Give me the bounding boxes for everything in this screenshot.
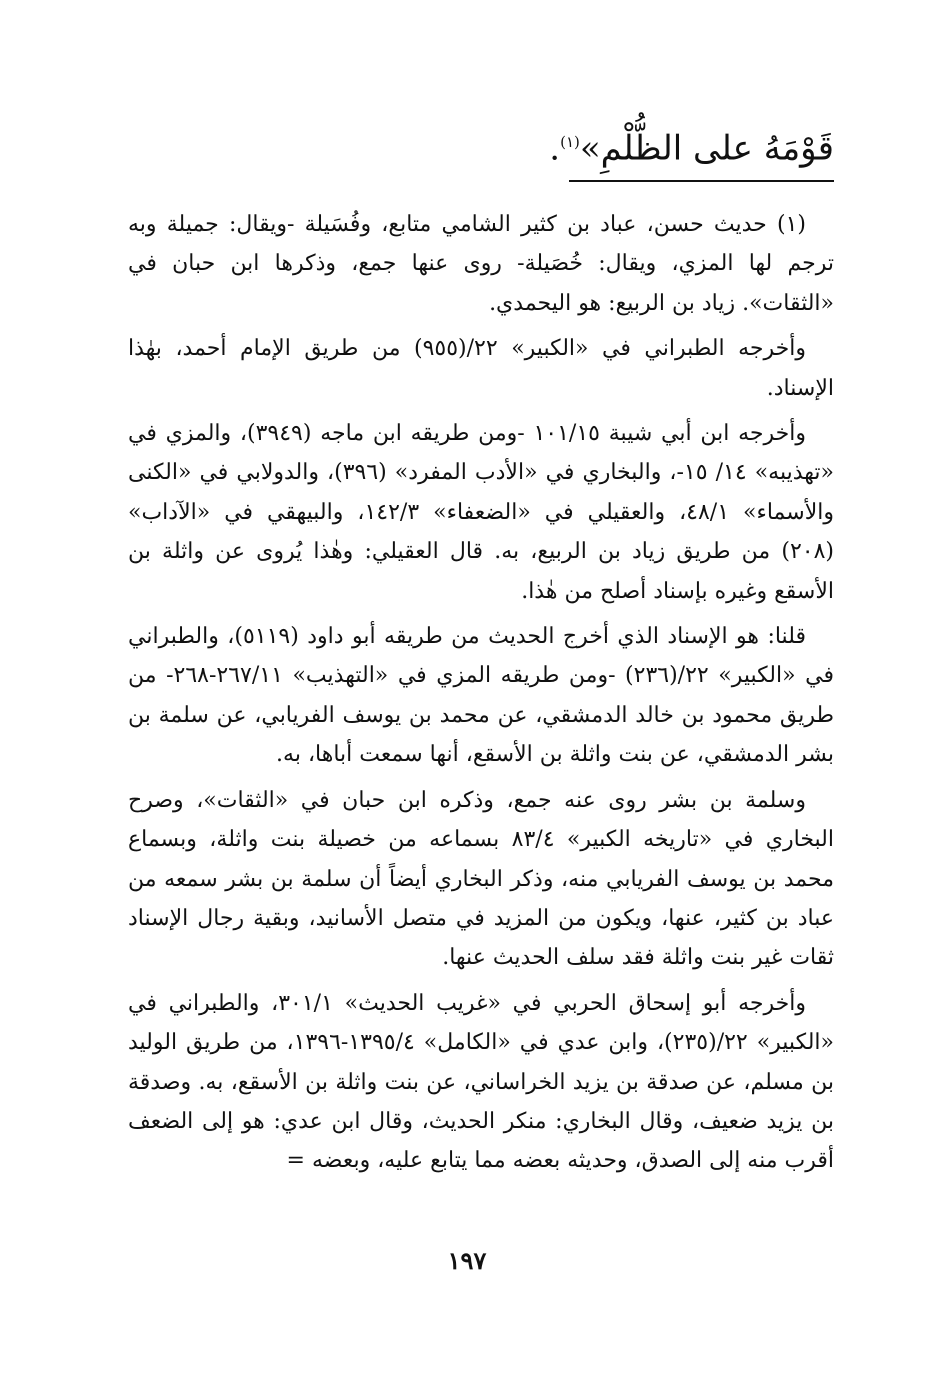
main-text-line	[134, 112, 834, 178]
main-text: قَوْمَهُ على الظُّلْمِ»	[579, 128, 834, 169]
footnote-marker: (١)	[560, 133, 580, 151]
footnote-paragraph: (١) حديث حسن، عباد بن كثير الشامي متابع، وفُسَيلة -ويقال: جميلة وبه ترجم لها المزي، ويقال: خُصَيلة- روى عنها جمع، وذكرها ابن حبان في «الثقات». زياد بن الربيع: هو اليحمدي.	[128, 212, 834, 316]
footnote-paragraph: وسلمة بن بشر روى عنه جمع، وذكره ابن حبان في «الثقات»، وصرح البخاري في «تاريخه الكبير» ٨٣/٤ بسماعه من خصيلة بنت واثلة، وبسماع محمد بن يوسف الفريابي منه، وذكر البخاري أيضاً أن سلمة بن بشر سمعه من عباد بن كثير، عنها، ويكون من المزيد في متصل الأسانيد، وبقية رجال الإسناد ثقات غير بنت واثلة فقد سلف الحديث عنها.	[128, 787, 834, 971]
footnote-paragraph: وأخرجه ابن أبي شيبة ١٠١/١٥ -ومن طريقه ابن ماجه (٣٩٤٩)، والمزي في «تهذيبه» ١٤/ ١٥-، والبخاري في «الأدب المفرد» (٣٩٦)، والدولابي في «الكنى والأسماء» ٤٨/١، والعقيلي في «الضعفاء» ١٤٢/٣، والبيهقي في «الآداب» (٢٠٨) من طريق زياد بن الربيع، به. قال العقيلي: وهٰذا يُروى عن واثلة بن الأسقع وغيره بإسناد أصلح من هٰذا.	[128, 421, 835, 604]
footnote-paragraph: قلنا: هو الإسناد الذي أخرج الحديث من طريقه أبو داود (٥١١٩)، والطبراني في «الكبير» ٢٢/(٢٣٦) -ومن طريقه المزي في «التهذيب» ٢٦٧/١١-٢٦٨- من طريق محمود بن خالد الدمشقي، عن محمد بن يوسف الفريابي، عن سلمة بن بشر الدمشقي، عن بنت واثلة بن الأسقع، أنها سمعت أباها، به.	[128, 624, 834, 768]
footnote-paragraph: وأخرجه أبو إسحاق الحربي في «غريب الحديث» ٣٠١/١، والطبراني في «الكبير» ٢٢/(٢٣٥)، وابن عدي في «الكامل» ١٣٩٥/٤-١٣٩٦، من طريق الوليد بن مسلم، عن صدقة بن يزيد الخراساني، عن بنت واثلة بن الأسقع، به. وصدقة بن يزيد ضعيف، وقال البخاري: منكر الحديث، وقال ابن عدي: هو إلى الضعف أقرب منه إلى الصدق، وحديثه بعضه مما يتابع عليه، وبعضه =	[128, 990, 834, 1174]
page-number: ١٩٧	[447, 1246, 487, 1275]
footnote-separator-rule	[569, 180, 834, 182]
main-text-end-punct: .	[549, 128, 561, 169]
footnotes-block	[128, 205, 834, 1187]
footnote-paragraph: وأخرجه الطبراني في «الكبير» ٢٢/(٩٥٥) من طريق الإمام أحمد، بهٰذا الإسناد.	[128, 336, 834, 401]
